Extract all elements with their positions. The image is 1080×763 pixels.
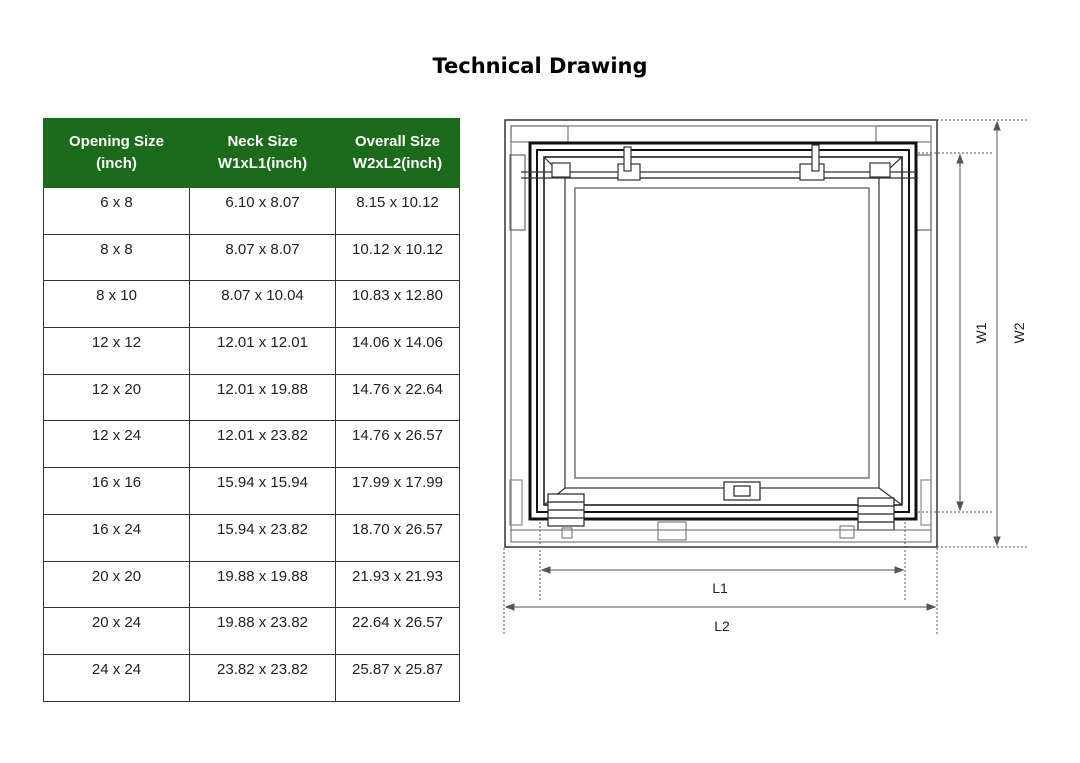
overall-size-cell: 14.76 x 26.57 [336, 421, 460, 468]
opening-size-cell: 20 x 24 [44, 608, 190, 655]
overall-size-cell: 18.70 x 26.57 [336, 514, 460, 561]
neck-size-cell: 12.01 x 23.82 [190, 421, 336, 468]
header-line: Neck Size [227, 133, 298, 150]
size-table [43, 118, 460, 702]
table-row [44, 514, 460, 561]
l2-label: L2 [714, 618, 730, 634]
table-body [44, 188, 460, 702]
table-row [44, 374, 460, 421]
right-post [916, 155, 931, 230]
l1-arrow [895, 567, 903, 573]
overall-size-cell: 10.83 x 12.80 [336, 281, 460, 328]
latch-corner-right [870, 163, 890, 177]
door-frame-inner [544, 157, 902, 505]
door-frame-mid [537, 150, 909, 512]
table-row [44, 561, 460, 608]
opening-size-cell: 8 x 10 [44, 281, 190, 328]
header-neck-size [190, 119, 336, 188]
overall-size-cell: 10.12 x 10.12 [336, 234, 460, 281]
neck-size-cell: 19.88 x 23.82 [190, 608, 336, 655]
l2-arrow [927, 604, 935, 610]
opening-size-cell: 24 x 24 [44, 654, 190, 701]
l2-arrow [506, 604, 514, 610]
header-line: W2xL2(inch) [352, 155, 443, 172]
table-row [44, 281, 460, 328]
neck-size-cell: 19.88 x 19.88 [190, 561, 336, 608]
left-post [510, 155, 525, 230]
w2-arrow [994, 537, 1000, 545]
neck-size-cell: 15.94 x 15.94 [190, 468, 336, 515]
table-row [44, 608, 460, 655]
l1-label: L1 [712, 580, 728, 596]
neck-size-cell: 6.10 x 8.07 [190, 188, 336, 235]
header-opening-size [44, 119, 190, 188]
overall-size-cell: 14.06 x 14.06 [336, 328, 460, 375]
table-row [44, 421, 460, 468]
w1-label: W1 [973, 322, 989, 344]
table-row [44, 328, 460, 375]
overall-size-cell: 14.76 x 22.64 [336, 374, 460, 421]
w1-arrow [957, 502, 963, 510]
overall-size-cell: 22.64 x 26.57 [336, 608, 460, 655]
w2-label: W2 [1011, 322, 1027, 344]
bottom-tab-small [840, 526, 854, 538]
opening-size-cell: 8 x 8 [44, 234, 190, 281]
overall-size-cell: 8.15 x 10.12 [336, 188, 460, 235]
table-row [44, 188, 460, 235]
header-line: (inch) [96, 155, 137, 172]
latch-corner-left [552, 163, 570, 177]
header-line: Overall Size [354, 133, 441, 150]
opening-size-cell: 16 x 24 [44, 514, 190, 561]
neck-size-cell: 12.01 x 19.88 [190, 374, 336, 421]
neck-size-cell: 15.94 x 23.82 [190, 514, 336, 561]
door-frame-outer [530, 143, 916, 519]
bottom-clip-inner [734, 486, 750, 496]
top-left-block [511, 126, 568, 142]
table-row [44, 654, 460, 701]
header-overall-size [336, 119, 460, 188]
opening-frame [565, 178, 879, 488]
left-lower-post [510, 480, 522, 525]
latch-left-knob [624, 147, 631, 171]
neck-size-cell: 12.01 x 12.01 [190, 328, 336, 375]
opening-size-cell: 12 x 12 [44, 328, 190, 375]
opening-size-cell: 12 x 20 [44, 374, 190, 421]
opening-size-cell: 16 x 16 [44, 468, 190, 515]
table-row [44, 234, 460, 281]
header-line: Opening Size [68, 133, 164, 150]
neck-size-cell: 8.07 x 8.07 [190, 234, 336, 281]
table-row [44, 468, 460, 515]
overall-size-cell: 17.99 x 17.99 [336, 468, 460, 515]
neck-size-cell: 8.07 x 10.04 [190, 281, 336, 328]
right-lower-post [921, 480, 931, 525]
w1-arrow [957, 155, 963, 163]
header-line: W1xL1(inch) [217, 155, 308, 172]
technical-drawing [496, 110, 1036, 650]
bottom-tab [658, 522, 686, 540]
overall-size-cell: 21.93 x 21.93 [336, 561, 460, 608]
w2-arrow [994, 122, 1000, 130]
opening-size-cell: 6 x 8 [44, 188, 190, 235]
table-header-row [44, 119, 460, 188]
latch-right-knob [812, 145, 819, 171]
neck-size-cell: 23.82 x 23.82 [190, 654, 336, 701]
overall-size-cell: 25.87 x 25.87 [336, 654, 460, 701]
top-right-block [876, 126, 931, 142]
page-title: Technical Drawing [432, 54, 648, 78]
l1-arrow [542, 567, 550, 573]
opening-size-cell: 20 x 20 [44, 561, 190, 608]
opening-inner [575, 188, 869, 478]
outer-frame [505, 120, 937, 547]
opening-size-cell: 12 x 24 [44, 421, 190, 468]
